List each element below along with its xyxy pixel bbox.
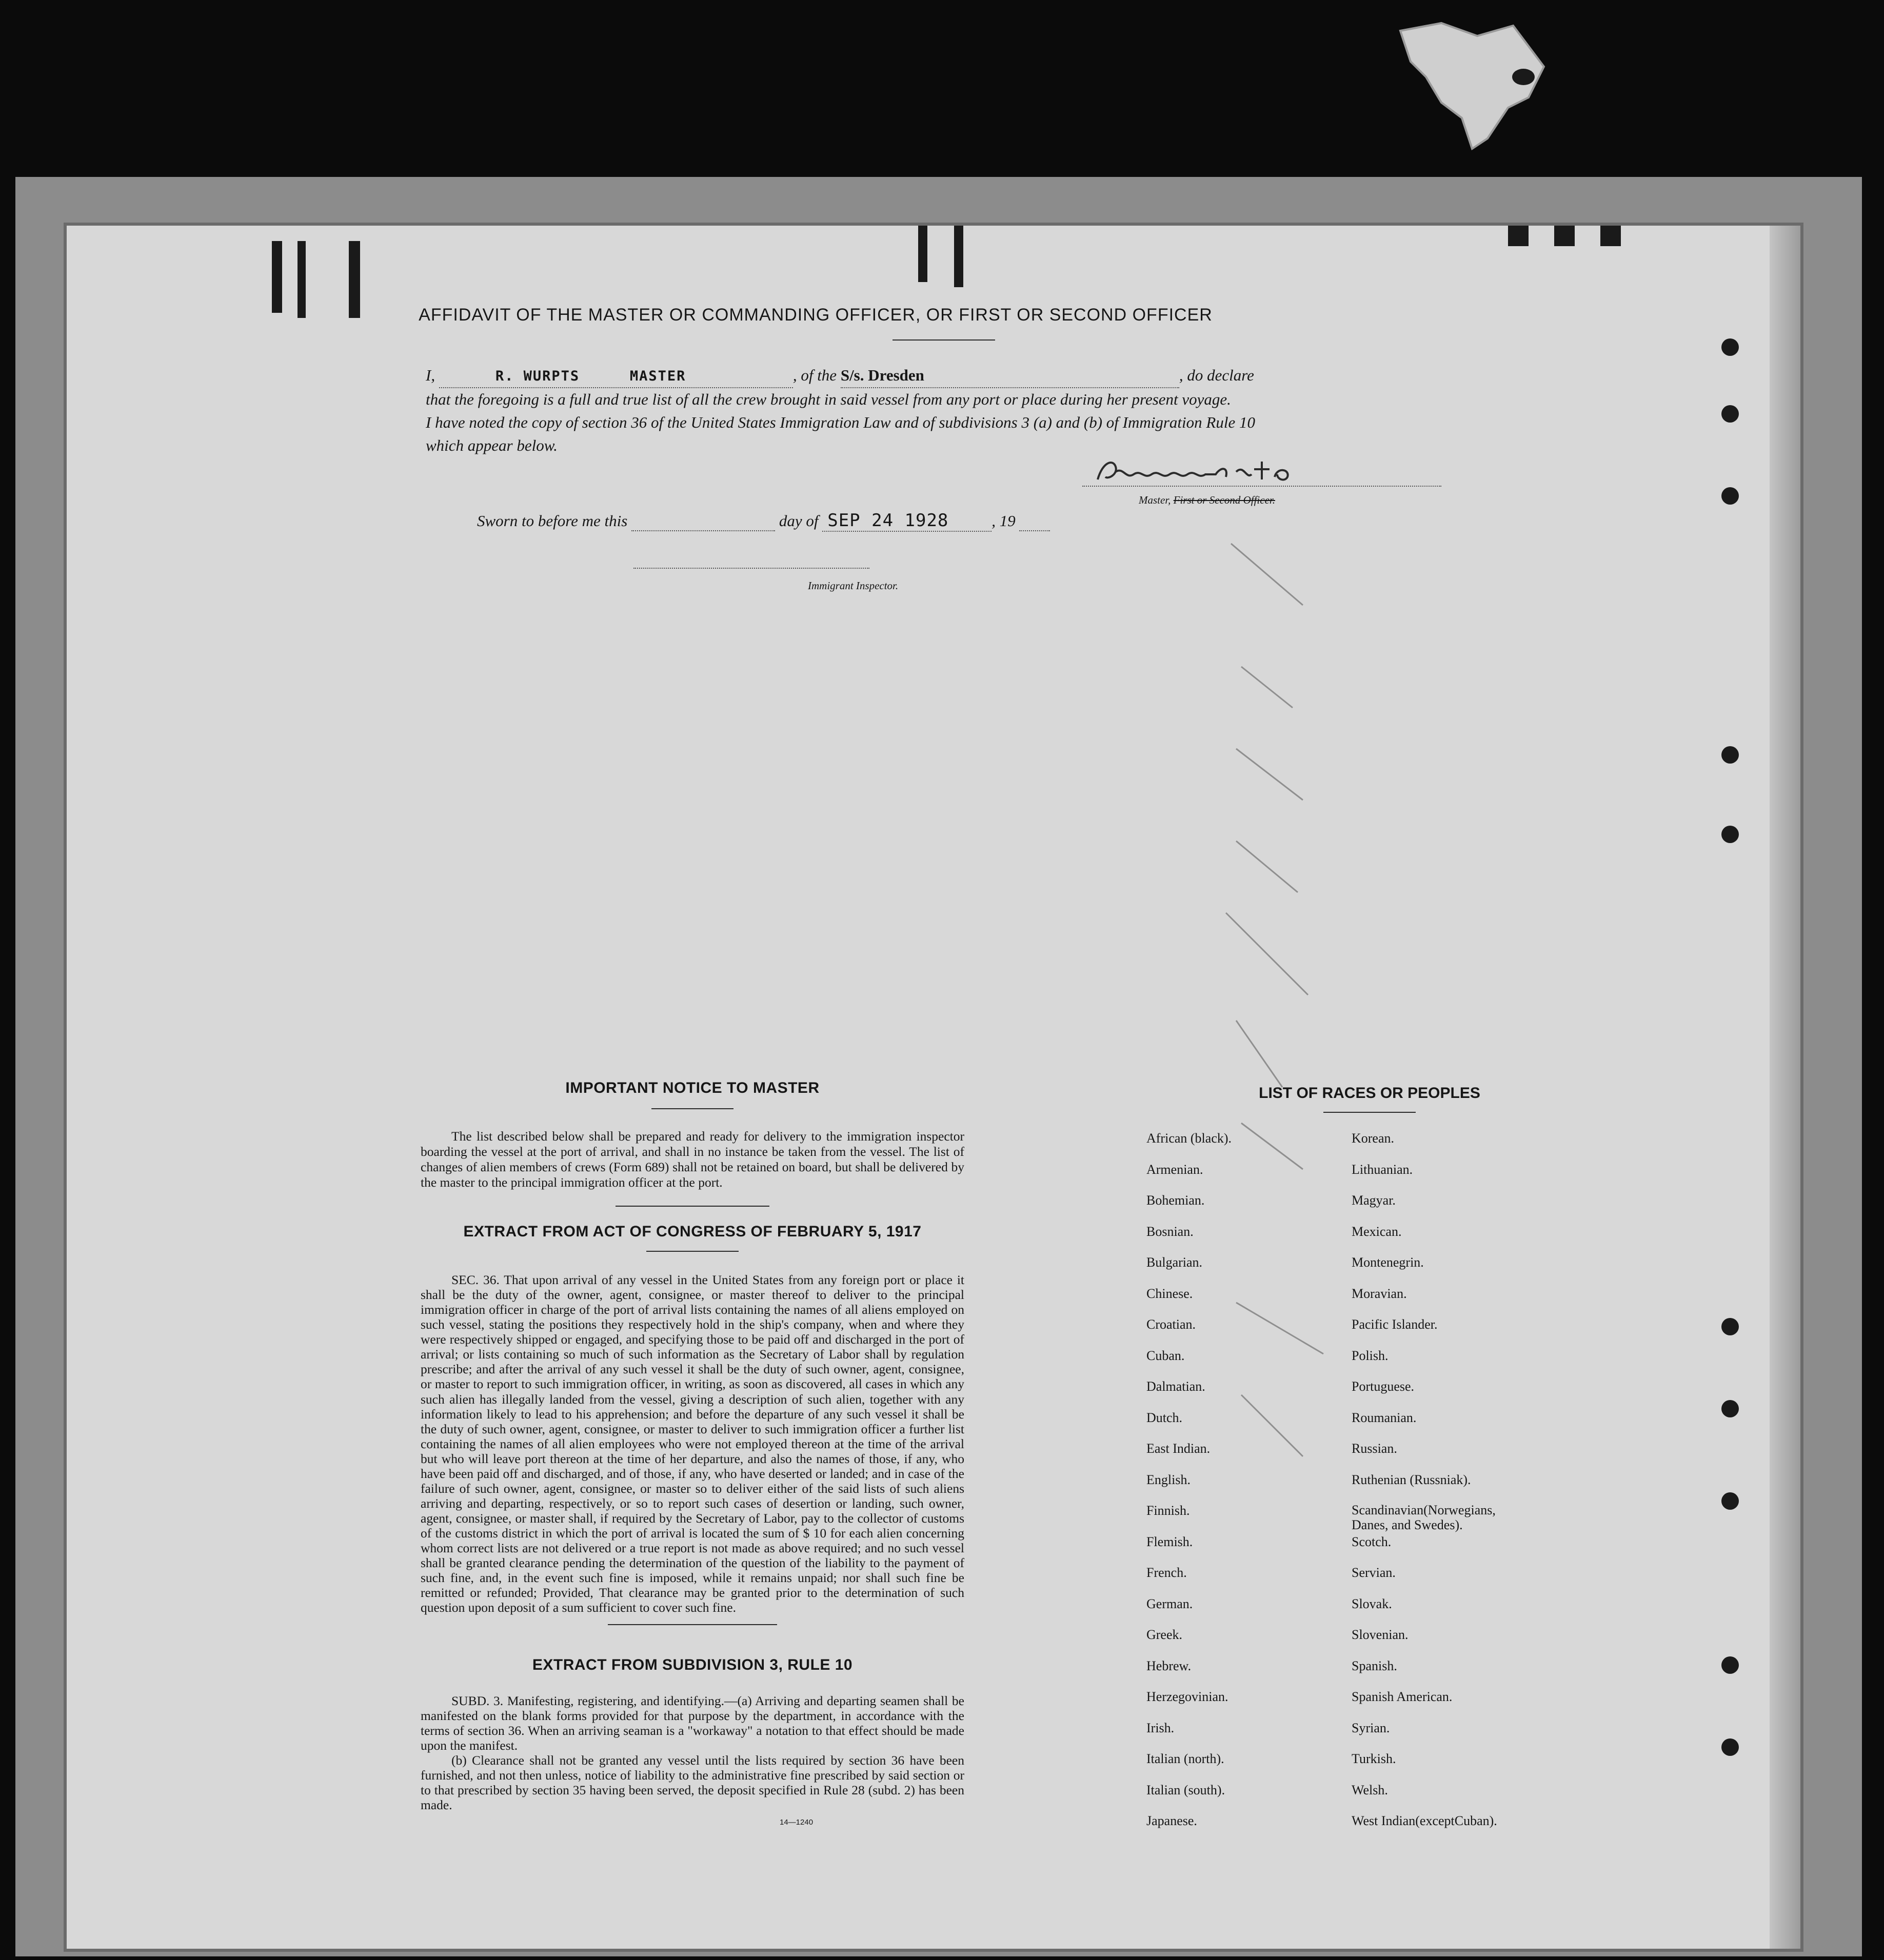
sworn-line	[477, 510, 1050, 532]
race-item: Polish.	[1352, 1348, 1389, 1363]
race-item: Scotch.	[1352, 1534, 1392, 1549]
race-item: African (black).	[1146, 1131, 1232, 1146]
punch-hole	[1721, 1400, 1739, 1417]
punch-hole	[1721, 487, 1739, 505]
notice-section	[421, 1079, 964, 1207]
torn-paper-scrap	[1395, 21, 1549, 154]
act-extract-title: EXTRACT FROM ACT OF CONGRESS OF FEBRUARY 5, 1917	[463, 1223, 922, 1240]
race-item: Italian (north).	[1146, 1751, 1224, 1766]
binding-tab	[918, 226, 927, 282]
race-item: Russian.	[1352, 1441, 1397, 1456]
race-item: Mexican.	[1352, 1224, 1402, 1239]
race-item: Korean.	[1352, 1131, 1395, 1146]
section-divider	[616, 1206, 769, 1207]
race-item: West Indian(exceptCuban).	[1352, 1813, 1497, 1828]
race-item: Pacific Islander.	[1352, 1317, 1438, 1332]
race-item: Syrian.	[1352, 1720, 1390, 1735]
punch-hole	[1721, 746, 1739, 764]
declaration-line-4: which appear below.	[426, 436, 558, 454]
race-item: French.	[1146, 1565, 1187, 1580]
signature-line[interactable]	[1082, 485, 1441, 487]
sworn-text: Sworn to before me this	[477, 512, 628, 530]
race-item: Flemish.	[1146, 1534, 1193, 1549]
binding-tab	[272, 241, 282, 313]
do-declare-label: , do declare	[1179, 366, 1254, 384]
binding-tab	[1554, 226, 1575, 246]
master-caption-text: Master,	[1139, 494, 1171, 506]
race-item: German.	[1146, 1596, 1193, 1611]
race-item: Finnish.	[1146, 1503, 1190, 1518]
punch-hole	[1721, 1656, 1739, 1674]
race-item: Japanese.	[1146, 1813, 1197, 1828]
binding-tab	[1508, 226, 1529, 246]
master-caption	[1139, 494, 1275, 507]
declaration-line-2: that the foregoing is a full and true list of all the crew brought in said vessel from any port or place during her present voyage.	[426, 390, 1231, 408]
punch-hole	[1721, 1318, 1739, 1335]
race-item: Moravian.	[1352, 1286, 1407, 1301]
race-item: Spanish American.	[1352, 1689, 1453, 1704]
race-item: Servian.	[1352, 1565, 1396, 1580]
race-item: Armenian.	[1146, 1162, 1203, 1177]
races-underline	[1323, 1112, 1416, 1113]
master-name: R. WURPTS	[495, 368, 580, 384]
inspector-caption: Immigrant Inspector.	[808, 579, 899, 592]
i-label: I,	[426, 366, 435, 384]
race-item: Scandinavian(Norwegians, Danes, and Swedes).	[1352, 1503, 1496, 1532]
title-underline	[893, 339, 995, 341]
race-item: English.	[1146, 1472, 1191, 1487]
race-item: Slovenian.	[1352, 1627, 1409, 1642]
race-item: Welsh.	[1352, 1782, 1388, 1797]
declaration-line-3: I have noted the copy of section 36 of the United States Immigration Law and of subdivisions 3 (a) and (b) of Immigration Rule 10	[426, 413, 1255, 431]
race-item: Croatian.	[1146, 1317, 1196, 1332]
race-item: Herzegovinian.	[1146, 1689, 1228, 1704]
act-extract-section	[421, 1223, 964, 1625]
day-of-label: day of	[779, 512, 819, 530]
affidavit-title: AFFIDAVIT OF THE MASTER OR COMMANDING OFFICER, OR FIRST OR SECOND OFFICER	[419, 305, 1213, 325]
punch-hole	[1721, 1738, 1739, 1756]
race-item: Spanish.	[1352, 1658, 1397, 1673]
year-prefix: , 19	[991, 512, 1016, 530]
race-item: Hebrew.	[1146, 1658, 1192, 1673]
act-extract-text: SEC. 36. That upon arrival of any vessel in the United States from any foreign port or place it shall be the duty of the owner, agent, consignee, or master thereof to deliver to the principal immigration officer in charge of the port of arrival lists containing the names of all aliens employed on such vessel, stating the positions they respectively hold in the ship's company, when and where they were respectively shipped or engaged, and specifying those to be paid off and discharged in the port of arrival; or lists containing so much of such information as the Secretary of Labor shall by regulation prescribe; and after the arrival of any such vessel it shall be the duty of such owner, agent, consignee, or master to report to such immigration officer, in writing, as soon as discovered, all cases in which any such alien has illegally landed from the vessel, giving a description of such alien, together with any information likely to lead to his apprehension; and before the departure of any such vessel it shall be the duty of such owner, agent, consignee, or master to deliver to such immigration officer a further list containing the names of all alien employees who were not employed thereon at the time of the arrival but who will leave port thereon at the time of her departure, and also the names of those, if any, who have been paid off and discharged, and of those, if any, who have deserted or landed; and in case of the failure of such owner, agent, consignee, or master so to deliver either of the said lists of such aliens arriving and departing, respectively, or so to report such cases of desertion or landing, such owner, agent, consignee, or master shall, if required by the Secretary of Labor, pay to the collector of customs of the customs district in which the port of arrival is located the sum of $ 10 for each alien concerning whom correct lists are not delivered or a true report is not made as above required; and no such vessel shall be granted clearance pending the determination of the question of the liability to the payment of such fine, and, in the event such fine is imposed, while it remains unpaid; nor shall such fine be remitted or refunded; Provided, That clearance may be granted prior to the determination of such question upon deposit of a sum sufficient to cover such fine.	[421, 1272, 964, 1615]
race-item: Bohemian.	[1146, 1193, 1205, 1208]
inspector-signature-line[interactable]	[633, 567, 869, 569]
race-item: Italian (south).	[1146, 1782, 1225, 1797]
bleed-through-marks	[1221, 533, 1426, 1508]
section-divider	[608, 1624, 777, 1625]
race-item: Turkish.	[1352, 1751, 1396, 1766]
rule-extract-text-b: (b) Clearance shall not be granted any vessel until the lists required by section 36 have been furnished, and not then unless, notice of liability to the administrative fine prescribed by said section or to that prescribed by section 35 having been served, the deposit specified in Rule 28 (subd. 2) has been made.	[421, 1753, 964, 1813]
sworn-day-field[interactable]	[631, 512, 775, 531]
sworn-date-field[interactable]	[822, 510, 991, 532]
notice-title: IMPORTANT NOTICE TO MASTER	[565, 1079, 820, 1096]
race-item: Magyar.	[1352, 1193, 1396, 1208]
binding-tab	[954, 226, 963, 287]
race-item: Chinese.	[1146, 1286, 1193, 1301]
ship-name: Dresden	[868, 366, 924, 384]
page-edge	[1770, 226, 1800, 1949]
year-field[interactable]	[1019, 512, 1050, 531]
rule-extract-section	[421, 1656, 964, 1813]
ship-prefix: S/s.	[840, 366, 864, 384]
ship-name-field[interactable]	[841, 364, 1179, 388]
rule-extract-text-a: SUBD. 3. Manifesting, registering, and identifying.—(a) Arriving and departing seamen shall be manifested on the blank forms provided for that purpose by the department, in accordance with the terms of section 36. When an arriving seaman is a "workaway" a notation to that effect should be made upon the manifest.	[421, 1693, 964, 1753]
race-item: Ruthenian (Russniak).	[1352, 1472, 1471, 1487]
punch-hole	[1721, 1492, 1739, 1510]
form-number: 14—1240	[780, 1818, 814, 1827]
race-item: Portuguese.	[1352, 1379, 1415, 1394]
race-item: East Indian.	[1146, 1441, 1211, 1456]
race-item: Montenegrin.	[1352, 1255, 1424, 1270]
race-item: Slovak.	[1352, 1596, 1392, 1611]
section-underline	[646, 1251, 739, 1252]
punch-hole	[1721, 405, 1739, 423]
race-item: Dutch.	[1146, 1410, 1183, 1425]
races-title: LIST OF RACES OR PEOPLES	[1259, 1085, 1480, 1102]
declaration-line	[426, 364, 1462, 388]
race-item: Irish.	[1146, 1720, 1175, 1735]
punch-hole	[1721, 826, 1739, 843]
struck-officer-caption: First or Second Officer.	[1173, 494, 1275, 506]
manifest-page	[67, 226, 1800, 1949]
race-item: Cuban.	[1146, 1348, 1185, 1363]
master-rank: MASTER	[629, 368, 686, 384]
section-underline	[651, 1108, 733, 1109]
race-item: Greek.	[1146, 1627, 1183, 1642]
race-item: Dalmatian.	[1146, 1379, 1205, 1394]
of-the-label: , of the	[792, 366, 837, 384]
affidavit-body	[426, 364, 1462, 457]
rule-extract-title: EXTRACT FROM SUBDIVISION 3, RULE 10	[532, 1656, 853, 1673]
date-stamp: SEP 24 1928	[827, 510, 949, 531]
notice-text: The list described below shall be prepared and ready for delivery to the immigration inspector boarding the vessel at the port of arrival, and shall in no instance be taken from the vessel. The list of changes of alien members of crews (Form 689) shall not be retained on board, but shall be delivered by the master to the principal immigration officer at the port.	[421, 1129, 964, 1190]
binding-tab	[1600, 226, 1621, 246]
punch-hole	[1721, 338, 1739, 356]
race-item: Roumanian.	[1352, 1410, 1417, 1425]
race-item: Bosnian.	[1146, 1224, 1194, 1239]
master-name-field[interactable]	[439, 364, 793, 388]
race-item: Bulgarian.	[1146, 1255, 1203, 1270]
race-item: Lithuanian.	[1352, 1162, 1413, 1177]
